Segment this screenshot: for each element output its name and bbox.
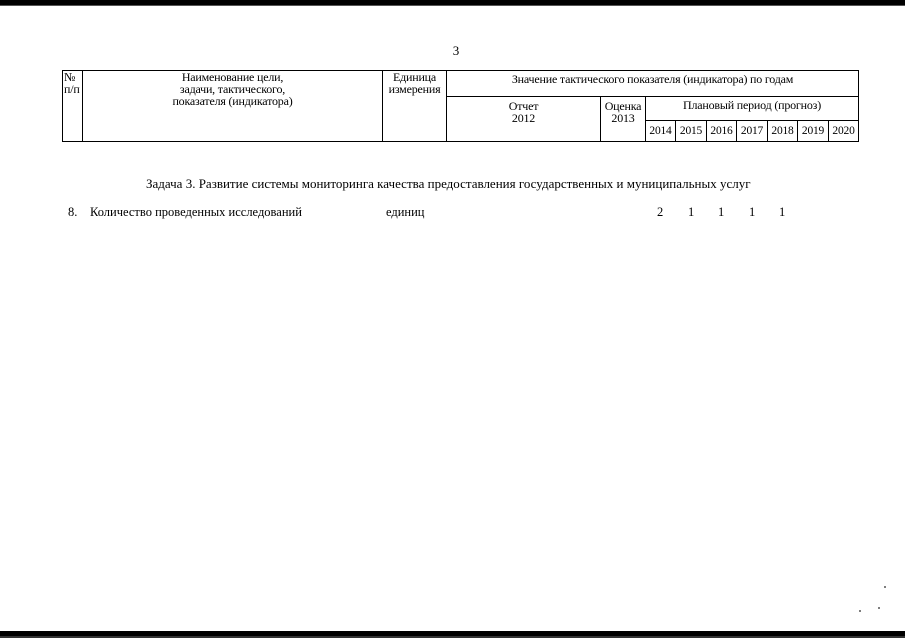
- year-2019: 2019: [798, 121, 829, 142]
- year-2016: 2016: [707, 121, 737, 142]
- col-estimate-line-1: Оценка: [604, 99, 642, 113]
- col-values-header: Значение тактического показателя (индикатора) по годам: [447, 71, 859, 97]
- bottom-border-shadow: [0, 636, 905, 638]
- col-report-header: [447, 97, 601, 142]
- col-unit-line-1: Единица: [392, 70, 437, 84]
- col-unit-line-2: измерения: [388, 82, 441, 96]
- year-2017: 2017: [737, 121, 768, 142]
- row-name: Количество проведенных исследований: [90, 205, 302, 219]
- indicator-table-header: [62, 70, 859, 142]
- row-value-1: 2: [657, 205, 664, 219]
- row-number: 8.: [68, 205, 78, 219]
- col-name-header: [83, 71, 383, 142]
- year-2014: 2014: [646, 121, 676, 142]
- col-estimate-header: [601, 97, 646, 142]
- row-value-5: 1: [779, 205, 786, 219]
- col-unit-header: [383, 71, 447, 142]
- page-number: 3: [452, 43, 460, 58]
- col-report-line-2: 2012: [511, 111, 536, 125]
- col-name-line-1: Наименование цели,: [181, 70, 284, 84]
- row-value-4: 1: [749, 205, 756, 219]
- row-unit: единиц: [386, 205, 425, 219]
- top-border-shadow: [0, 5, 905, 6]
- col-name-line-2: задачи, тактического,: [179, 82, 286, 96]
- col-report-line-1: Отчет: [508, 99, 539, 113]
- row-value-2: 1: [688, 205, 695, 219]
- col-number-line-2: п/п: [64, 82, 80, 96]
- scan-speck: [859, 610, 861, 612]
- year-2015: 2015: [676, 121, 707, 142]
- col-number-line-1: №: [64, 70, 76, 84]
- col-planned-header: Плановый период (прогноз): [646, 97, 859, 121]
- col-name-line-3: показателя (индикатора): [172, 94, 293, 108]
- col-number-header: [63, 71, 83, 142]
- year-2018: 2018: [768, 121, 798, 142]
- section-title: Задача 3. Развитие системы мониторинга качества предоставления государственных и муниципальных услуг: [146, 176, 751, 191]
- scan-speck: [884, 586, 886, 588]
- row-value-3: 1: [718, 205, 725, 219]
- year-2020: 2020: [829, 121, 859, 142]
- col-estimate-line-2: 2013: [611, 111, 635, 125]
- scan-speck: [878, 607, 880, 609]
